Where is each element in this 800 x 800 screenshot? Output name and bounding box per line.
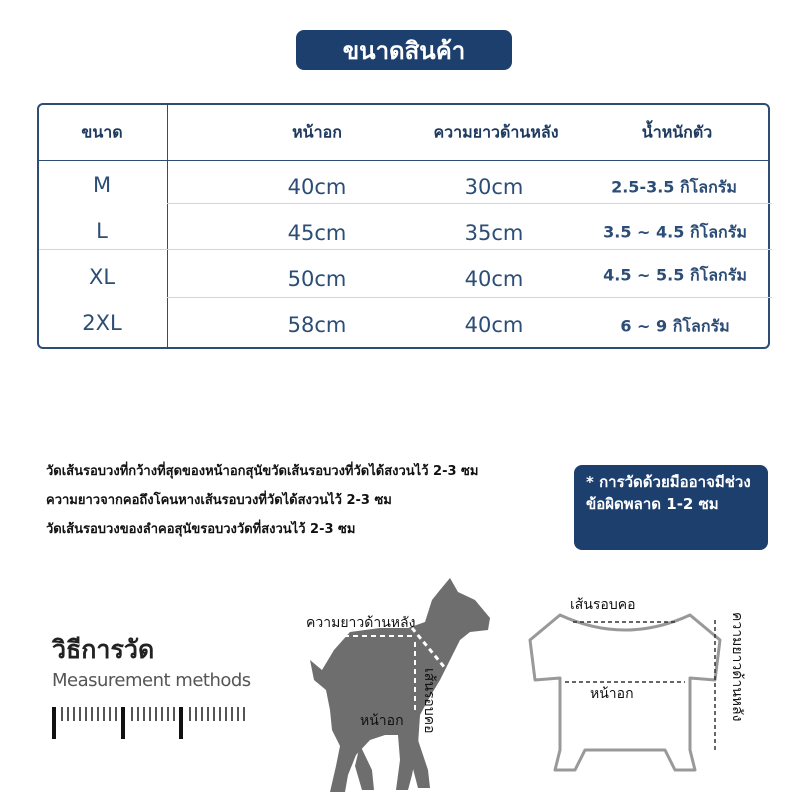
shirt-chest-label: หน้าอก (590, 686, 634, 702)
size-title: ขนาดสินค้า (342, 36, 466, 65)
size-title-banner (296, 30, 512, 70)
table-row-weight: 2.5-3.5 กิโลกรัม (611, 177, 737, 197)
shirt-neck-label: เส้นรอบคอ (570, 597, 636, 613)
table-row-chest: 58cm (287, 313, 347, 337)
table-row-weight: 6 ~ 9 กิโลกรัม (620, 316, 730, 336)
dog-chest-label: หน้าอก (360, 713, 404, 729)
row-divider (39, 249, 772, 250)
header-back-length: ความยาวด้านหลัง (433, 122, 559, 142)
column-divider (167, 105, 168, 347)
table-row-back: 40cm (464, 267, 524, 291)
note-chest: วัดเส้นรอบวงที่กว้างที่สุดของหน้าอกสุนัขวัดเส้นรอบวงที่วัดได้สงวนไว้ 2-3 ซม (46, 464, 479, 479)
table-row-size: 2XL (82, 311, 122, 335)
note-back-length: ความยาวจากคอถึงโคนหางเส้นรอบวงที่วัดได้สงวนไว้ 2-3 ซม (46, 493, 392, 508)
dog-neck-label: เส้นรอบคอ (421, 668, 437, 734)
header-chest: หน้าอก (292, 122, 342, 142)
dog-back-length-label: ความยาวด้านหลัง (306, 615, 416, 631)
header-size: ขนาด (81, 122, 123, 142)
table-row-back: 35cm (464, 221, 524, 245)
table-row-size: XL (88, 265, 116, 289)
table-row-size: L (96, 219, 108, 243)
method-title: วิธีการวัด (52, 635, 155, 664)
size-table (37, 103, 770, 349)
row-divider (167, 297, 772, 298)
method-subtitle: Measurement methods (52, 670, 251, 691)
table-row-back: 40cm (464, 313, 524, 337)
shirt-back-length-label: ความยาวด้านหลัง (729, 612, 745, 722)
table-row-weight: 4.5 ~ 5.5 กิโลกรัม (603, 265, 747, 285)
note-neck: วัดเส้นรอบวงของลำคอสุนัขรอบวงวัดที่สงวนไว้ 2-3 ซม (46, 522, 356, 537)
measurement-warning (574, 465, 768, 550)
table-row-chest: 45cm (287, 221, 347, 245)
warning-text: * การวัดด้วยมืออาจมีช่วงข้อผิดพลาด 1-2 ซม (586, 473, 751, 513)
header-weight: น้ำหนักตัว (641, 122, 713, 142)
row-divider (167, 203, 772, 204)
table-row-back: 30cm (464, 175, 524, 199)
ruler-icon (52, 705, 252, 741)
table-row-size: M (92, 173, 112, 197)
table-row-chest: 50cm (287, 267, 347, 291)
dog-illustration (300, 570, 510, 800)
table-row-chest: 40cm (287, 175, 347, 199)
table-row-weight: 3.5 ~ 4.5 กิโลกรัม (603, 222, 747, 242)
